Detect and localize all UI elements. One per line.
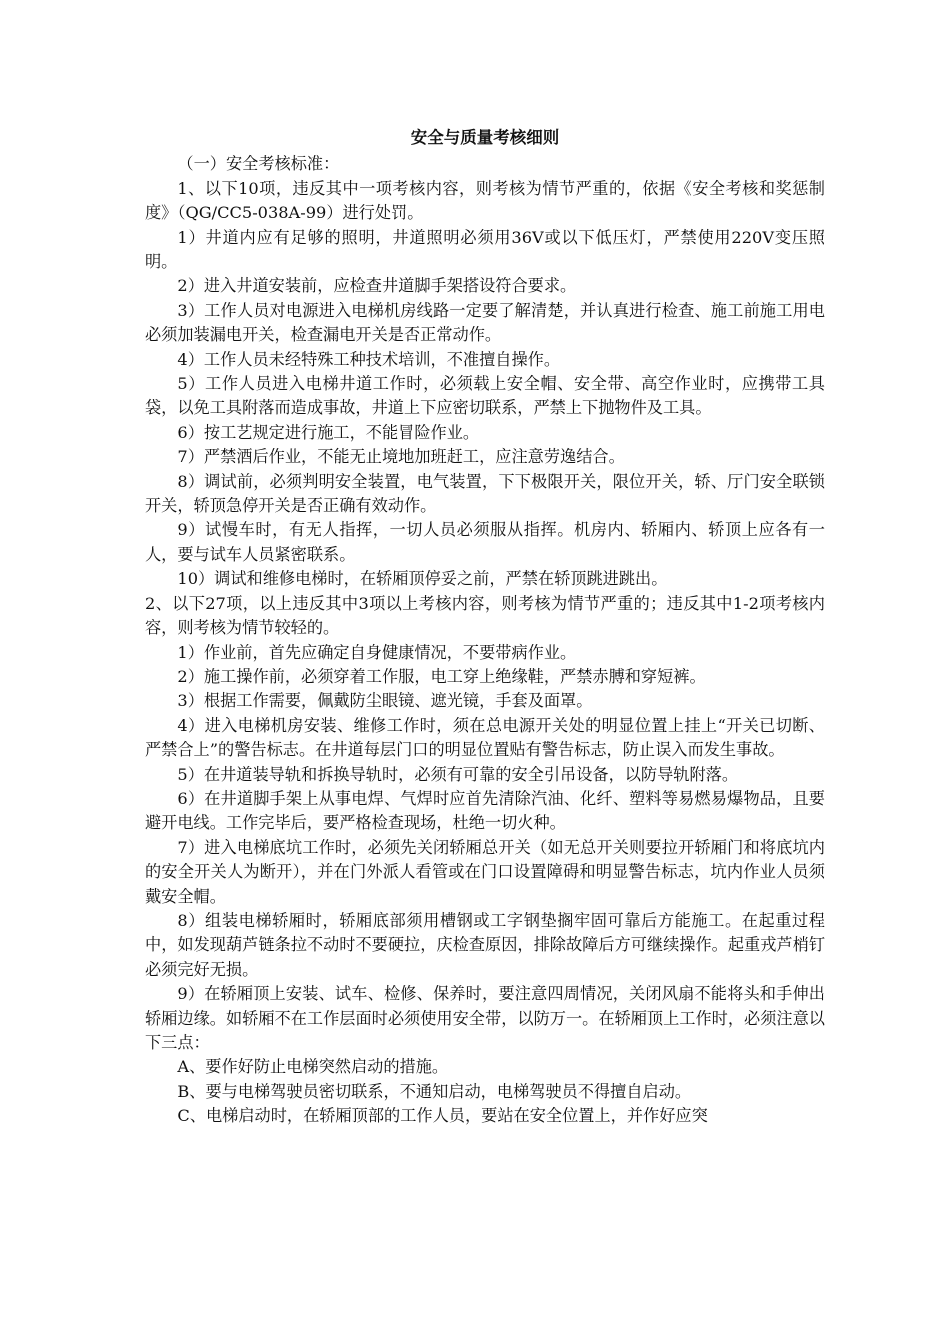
- paragraph: C、电梯启动时，在轿厢顶部的工作人员，要站在安全位置上，并作好应突: [177, 1106, 708, 1126]
- paragraph: 2、以下27项，以上违反其中3项以上考核内容，则考核为情节严重的；违反其中1-2项考核内容，则考核为情节较轻的。: [145, 593, 825, 638]
- paragraph: 2）进入井道安装前，应检查井道脚手架搭设符合要求。: [177, 276, 577, 296]
- document-body: [145, 152, 825, 1128]
- paragraph: 9）试慢车时，有无人指挥，一切人员必须服从指挥。机房内、轿厢内、轿顶上应各有一人，要与试车人员紧密联系。: [145, 520, 825, 564]
- paragraph: 4）工作人员未经特殊工种技术培训，不准擅自操作。: [177, 349, 561, 369]
- paragraph: 5）在井道装导轨和拆换导轨时，必须有可靠的安全引吊设备，以防导轨附落。: [177, 764, 739, 784]
- paragraph: 3）根据工作需要，佩戴防尘眼镜、遮光镜，手套及面罩。: [177, 691, 593, 711]
- paragraph: B、要与电梯驾驶员密切联系，不通知启动，电梯驾驶员不得擅自启动。: [177, 1081, 692, 1101]
- paragraph: 7）严禁酒后作业，不能无止境地加班赶工，应注意劳逸结合。: [177, 447, 625, 467]
- paragraph: 5）工作人员进入电梯井道工作时，必须载上安全帽、安全带、高空作业时，应携带工具袋，以免工具附落而造成事故，井道上下应密切联系，严禁上下抛物件及工具。: [145, 374, 825, 418]
- paragraph: 10）调试和维修电梯时，在轿厢顶停妥之前，严禁在轿顶跳进跳出。: [177, 569, 668, 589]
- paragraph: 6）在井道脚手架上从事电焊、气焊时应首先清除汽油、化纤、塑料等易燃易爆物品，且要避开电线。工作完毕后，要严格检查现场，杜绝一切火种。: [145, 788, 825, 833]
- paragraph: 4）进入电梯机房安装、维修工作时，须在总电源开关处的明显位置上挂上“开关已切断、严禁合上”的警告标志。在井道每层门口的明显位置贴有警告标志，防止误入而发生事故。: [145, 715, 825, 760]
- paragraph: 8）调试前，必须判明安全装置，电气装置，下下极限开关，限位开关，轿、厅门安全联锁开关，轿顶急停开关是否正确有效动作。: [145, 471, 825, 516]
- paragraph: 9）在轿厢顶上安装、试车、检修、保养时，要注意四周情况，关闭风扇不能将头和手伸出轿厢边缘。如轿厢不在工作层面时必须使用安全带，以防万一。在轿厢顶上工作时，必须注意以下三点：: [145, 984, 825, 1053]
- paragraph: 1）井道内应有足够的照明，井道照明必须用36V或以下低压灯，严禁使用220V变压照明。: [145, 227, 825, 272]
- paragraph: 6）按工艺规定进行施工，不能冒险作业。: [177, 422, 480, 442]
- paragraph: 3）工作人员对电源进入电梯机房线路一定要了解清楚，并认真进行检查、施工前施工用电必须加装漏电开关，检查漏电开关是否正常动作。: [145, 300, 825, 345]
- document-page: [145, 124, 825, 1129]
- paragraph: 1、以下10项，违反其中一项考核内容，则考核为情节严重的，依据《安全考核和奖惩制度》（QG/CC5-038A-99）进行处罚。: [145, 178, 825, 223]
- paragraph: 1）作业前，首先应确定自身健康情况，不要带病作业。: [177, 642, 577, 662]
- paragraph: 8）组装电梯轿厢时，轿厢底部须用槽钢或工字钢垫搁牢固可靠后方能施工。在起重过程中，如发现葫芦链条拉不动时不要硬拉，庆检查原因，排除故障后方可继续操作。起重戎芦梢钉必须完好无损。: [145, 910, 825, 979]
- paragraph: 2）施工操作前，必须穿着工作服，电工穿上绝缘鞋，严禁赤膊和穿短裤。: [177, 666, 706, 686]
- document-title: 安全与质量考核细则: [410, 128, 560, 147]
- paragraph: 7）进入电梯底坑工作时，必须先关闭轿厢总开关（如无总开关则要拉开轿厢门和将底坑内的安全开关人为断开），并在门外派人看管或在门口设置障碍和明显警告标志，坑内作业人员须戴安全帽。: [145, 837, 825, 906]
- paragraph: （一）安全考核标准：: [177, 154, 340, 174]
- paragraph: A、要作好防止电梯突然启动的措施。: [177, 1057, 449, 1077]
